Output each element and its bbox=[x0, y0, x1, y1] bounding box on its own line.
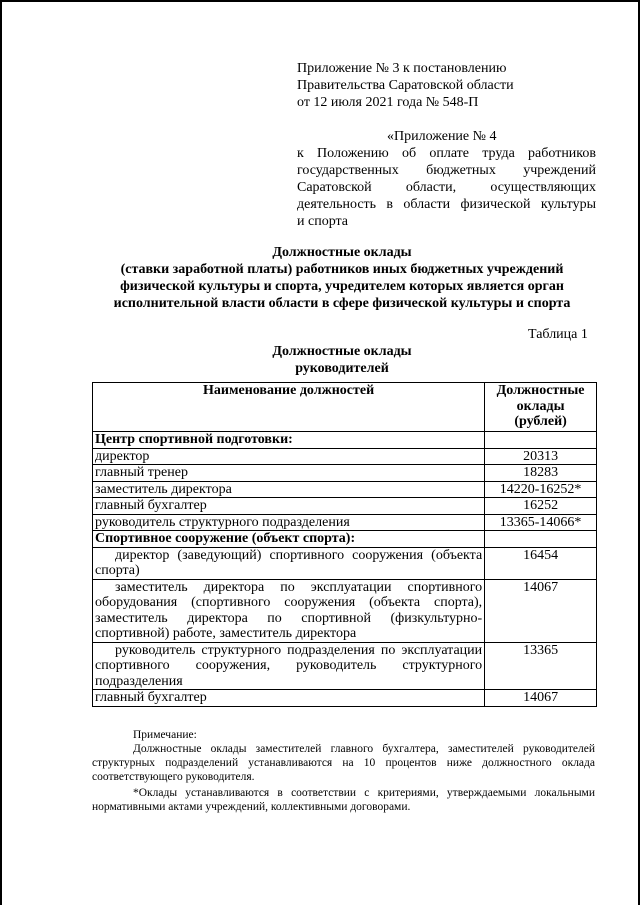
table-row bbox=[93, 481, 597, 498]
doc-title-line-2: (ставки заработной платы) работников иных бюджетных учреждений bbox=[120, 262, 564, 277]
doc-title-line-4: исполнительной власти области в сфере физической культуры и спорта bbox=[113, 296, 571, 311]
section-value-empty-2 bbox=[485, 531, 597, 548]
row-name: главный тренер bbox=[93, 465, 485, 482]
header-value-cell bbox=[485, 383, 597, 432]
row-name: директор (заведующий) спортивного сооружения (объекта спорта) bbox=[93, 547, 485, 579]
row-value: 13365 bbox=[485, 642, 597, 690]
table-row bbox=[93, 465, 597, 482]
appendix-line-1: «Приложение № 4 bbox=[387, 129, 497, 144]
subtitle-line-1: Должностные оклады bbox=[272, 344, 412, 359]
row-value: 13365-14066* bbox=[485, 514, 597, 531]
row-value: 14067 bbox=[485, 579, 597, 642]
header-line-1: Приложение № 3 к постановлению bbox=[297, 61, 507, 76]
row-value: 16252 bbox=[485, 498, 597, 515]
note-p2-line-1: *Оклады устанавливаются в соответствии с критериями, утверждаемыми локальными bbox=[133, 787, 595, 799]
note-p1-line-1: Должностные оклады заместителей главного бухгалтера, заместителей руководителей bbox=[133, 743, 595, 755]
row-value: 14067 bbox=[485, 690, 597, 707]
table-row bbox=[93, 642, 597, 690]
row-name: главный бухгалтер bbox=[93, 498, 485, 515]
appendix-line-2: к Положению об оплате труда работников bbox=[297, 146, 596, 161]
appendix-line-5: деятельность в области физической культуры bbox=[297, 197, 596, 212]
appendix-line-3: государственных бюджетных учреждений bbox=[297, 163, 596, 178]
table-row bbox=[93, 448, 597, 465]
note-p1-line-2: структурных подразделений устанавливаются на 10 процентов ниже должностного оклада bbox=[92, 757, 595, 769]
row-value: 20313 bbox=[485, 448, 597, 465]
header-line-2: Правительства Саратовской области bbox=[297, 78, 514, 93]
appendix-line-4: Саратовской области, осуществляющих bbox=[297, 180, 596, 195]
section-value-empty-1 bbox=[485, 432, 597, 449]
row-value: 18283 bbox=[485, 465, 597, 482]
page-border-left bbox=[0, 0, 2, 905]
table-row bbox=[93, 579, 597, 642]
row-value: 14220-16252* bbox=[485, 481, 597, 498]
note-p1-line-3: соответствующего руководителя. bbox=[92, 771, 255, 783]
row-name: заместитель директора по эксплуатации спортивного оборудования (спортивного сооружения (объекта спорта), заместитель директора по спортивной (физкультурно-спортивной) работе, заместитель директора bbox=[93, 579, 485, 642]
section-title-2: Спортивное сооружение (объект спорта): bbox=[93, 531, 485, 548]
section-title-1: Центр спортивной подготовки: bbox=[93, 432, 485, 449]
header-name-cell: Наименование должностей bbox=[93, 383, 485, 432]
row-value: 16454 bbox=[485, 547, 597, 579]
header-line-3: от 12 июля 2021 года № 548-П bbox=[297, 95, 479, 110]
salary-table bbox=[92, 382, 597, 707]
header-value-line-3: (рублей) bbox=[514, 414, 567, 429]
doc-title-line-1: Должностные оклады bbox=[272, 245, 412, 260]
subtitle-line-2: руководителей bbox=[295, 361, 389, 376]
row-name: главный бухгалтер bbox=[93, 690, 485, 707]
note-label: Примечание: bbox=[133, 729, 197, 741]
table-label: Таблица 1 bbox=[528, 327, 588, 342]
row-name: руководитель структурного подразделения по эксплуатации спортивного сооружения, руководитель структурного подразделения bbox=[93, 642, 485, 690]
section-row-1 bbox=[93, 432, 597, 449]
row-name: директор bbox=[93, 448, 485, 465]
appendix-line-6: и спорта bbox=[297, 214, 349, 229]
table-row bbox=[93, 690, 597, 707]
doc-title-line-3: физической культуры и спорта, учредителем которых является орган bbox=[120, 279, 564, 294]
table-row bbox=[93, 498, 597, 515]
table-row bbox=[93, 514, 597, 531]
table-row bbox=[93, 547, 597, 579]
row-name: руководитель структурного подразделения bbox=[93, 514, 485, 531]
header-value-line-2: оклады bbox=[516, 398, 565, 414]
section-row-2 bbox=[93, 531, 597, 548]
table-header-row bbox=[93, 383, 597, 432]
header-value-line-1: Должностные bbox=[496, 383, 585, 398]
page-border-top bbox=[0, 0, 640, 2]
note-p2-line-2: нормативными актами учреждений, коллективными договорами. bbox=[92, 801, 411, 813]
row-name: заместитель директора bbox=[93, 481, 485, 498]
